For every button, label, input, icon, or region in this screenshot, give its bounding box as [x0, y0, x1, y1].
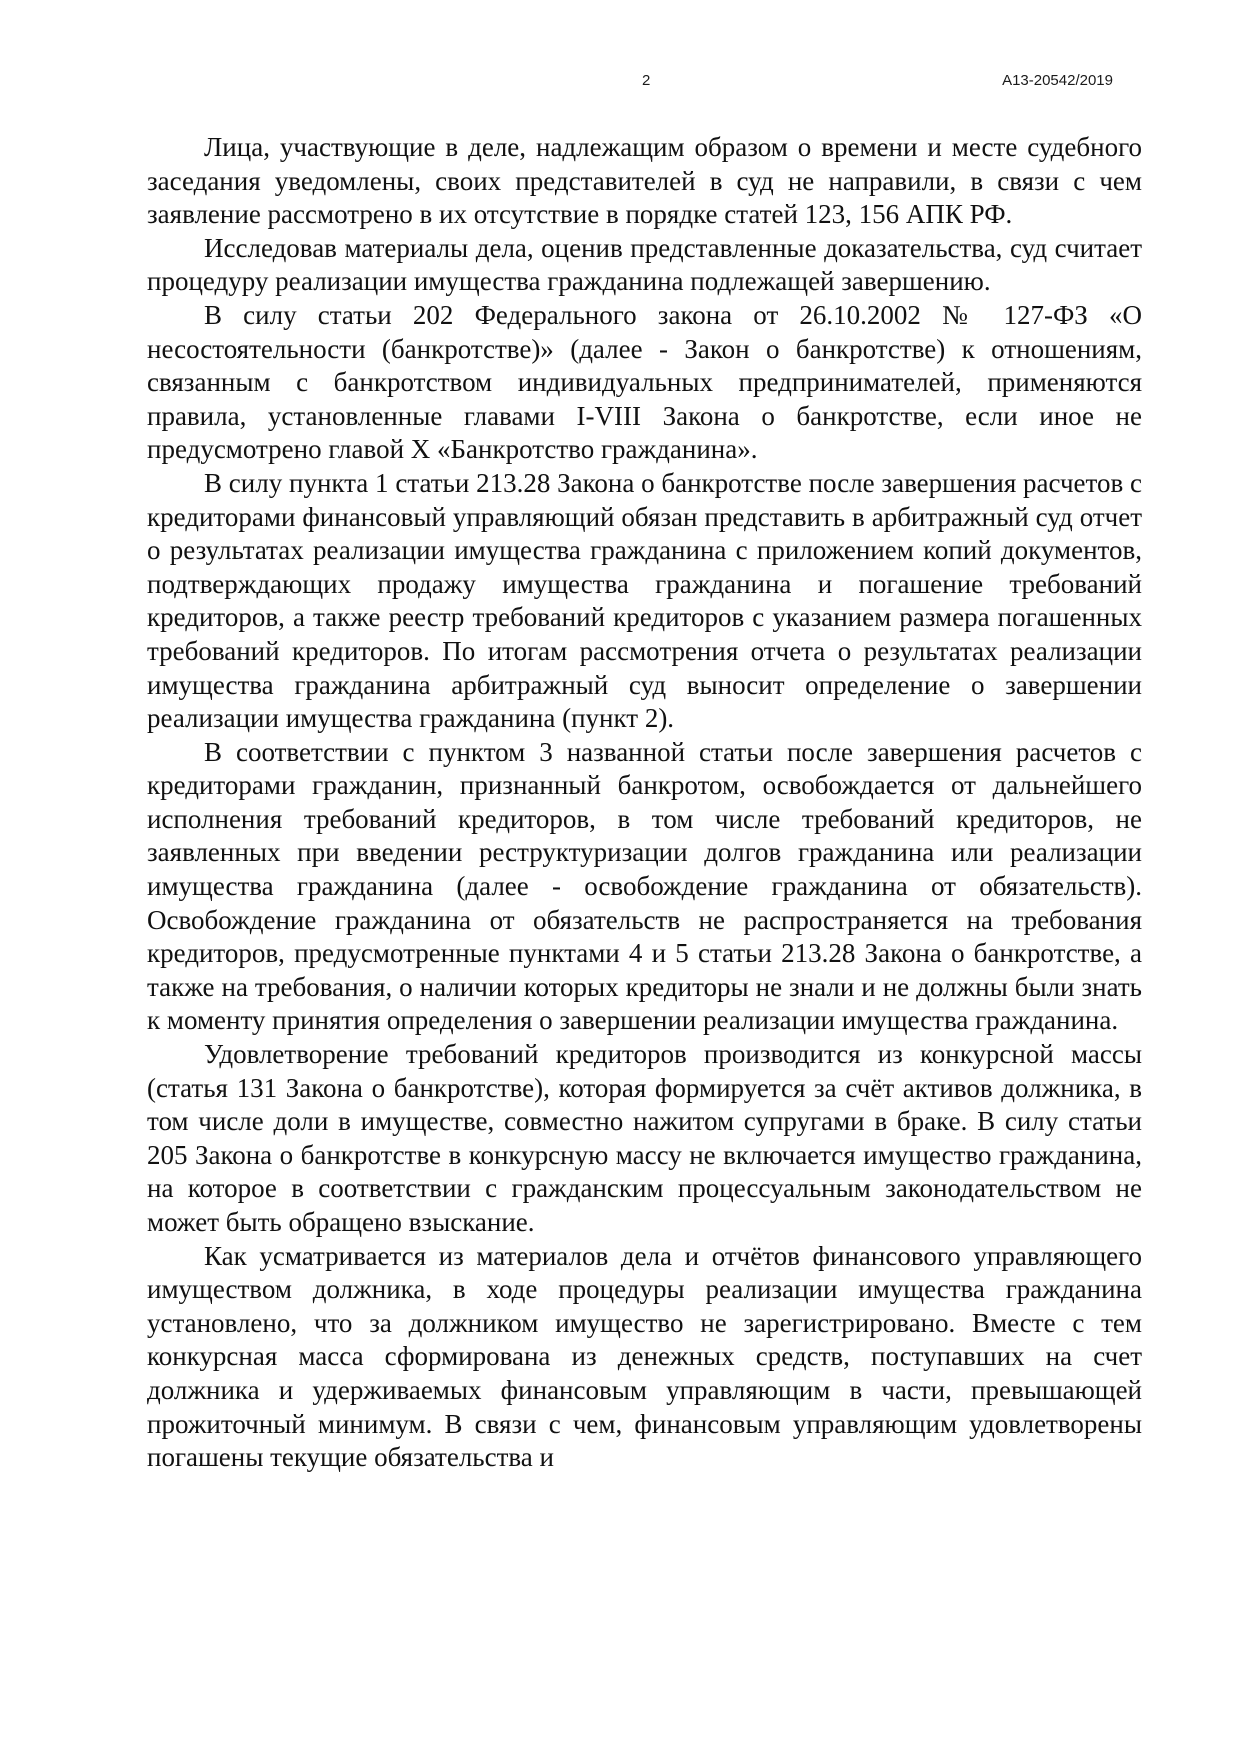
paragraph-participants-absent: Лица, участвующие в деле, надлежащим образом о времени и месте судебного заседания уведомлены, своих представителей в суд не направили, в связи с чем заявление рассмотрено в их отсутствие в порядке статей 123, 156 АПК РФ.: [147, 132, 1142, 230]
paragraph-release-from-obligations: В соответствии с пунктом 3 названной статьи после завершения расчетов с кредиторами гражданин, признанный банкротом, освобождается от дальнейшего исполнения требований кредиторов, в том числе требований кредиторов, не заявленных при введении реструктуризации долгов гражданина или реализации имущества гражданина (далее - освобождение гражданина от обязательств). Освобождение гражданина от обязательств не распространяется на требования кредиторов, предусмотренные пунктами 4 и 5 статьи 213.28 Закона о банкротстве, а также на требования, о наличии которых кредиторы не знали и не должны были знать к моменту принятия определения о завершении реализации имущества гражданина.: [147, 736, 1142, 1036]
paragraph-article-213-28: В силу пункта 1 статьи 213.28 Закона о банкротстве после завершения расчетов с кредиторами финансовый управляющий обязан представить в арбитражный суд отчет о результатах реализации имущества гражданина с приложением копий документов, подтверждающих продажу имущества гражданина и погашение требований кредиторов, а также реестр требований кредиторов с указанием размера погашенных требований кредиторов. По итогам рассмотрения отчета о результатах реализации имущества гражданина арбитражный суд выносит определение о завершении реализации имущества гражданина (пункт 2).: [147, 467, 1142, 734]
page-number: 2: [642, 72, 651, 89]
paragraph-case-materials: Как усматривается из материалов дела и отчётов финансового управляющего имуществом должника, в ходе процедуры реализации имущества гражданина установлено, что за должником имущество не зарегистрировано. Вместе с тем конкурсная масса сформирована из денежных средств, поступавших на счет должника и удерживаемых финансовым управляющим в части, превышающей прожиточный минимум. В связи с чем, финансовым управляющим удовлетворены погашены текущие обязательства и: [147, 1240, 1142, 1473]
paragraph-court-conclusion: Исследовав материалы дела, оценив представленные доказательства, суд считает процедуру реализации имущества гражданина подлежащей завершению.: [147, 232, 1142, 297]
paragraph-bankruptcy-estate: Удовлетворение требований кредиторов производится из конкурсной массы (статья 131 Закона о банкротстве), которая формируется за счёт активов должника, в том числе доли в имуществе, совместно нажитом супругами в браке. В силу статьи 205 Закона о банкротстве в конкурсную массу не включается имущество гражданина, на которое в соответствии с гражданским процессуальным законодательством не может быть обращено взыскание.: [147, 1039, 1142, 1237]
paragraph-article-202: В силу статьи 202 Федерального закона от 26.10.2002 № 127-ФЗ «О несостоятельности (банкротстве)» (далее - Закон о банкротстве) к отношениям, связанным с банкротством индивидуальных предпринимателей, применяются правила, установленные главами I-VIII Закона о банкротстве, если иное не предусмотрено главой X «Банкротство гражданина».: [147, 299, 1142, 465]
document-body: [147, 131, 1142, 1475]
case-number: А13-20542/2019: [1002, 72, 1113, 89]
